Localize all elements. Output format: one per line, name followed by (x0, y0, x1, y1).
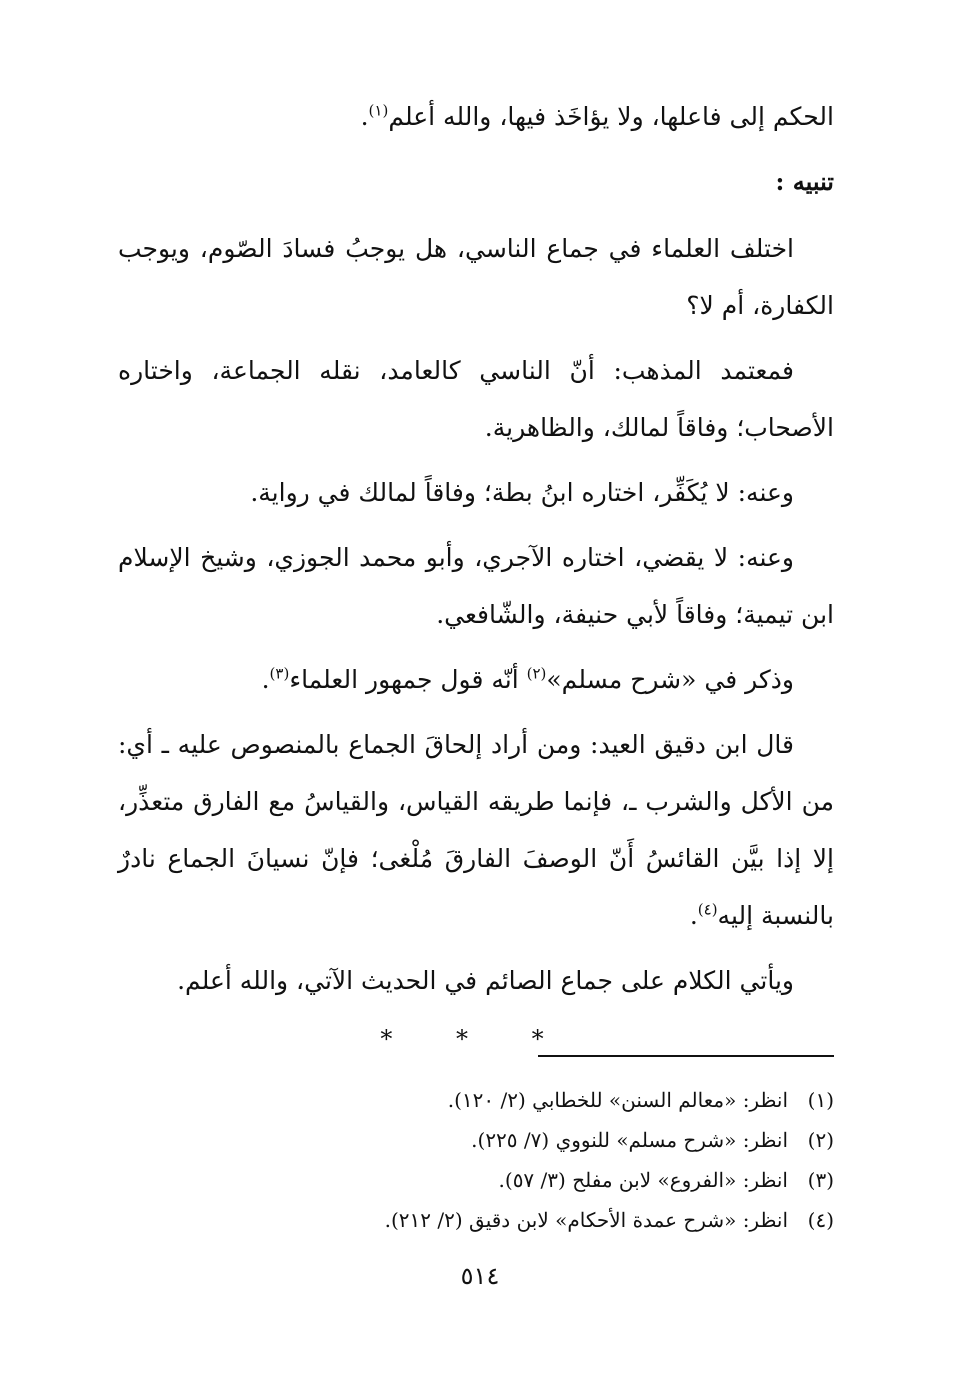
paragraph: فمعتمد المذهب: أنّ الناسي كالعامد، نقله الجماعة، واختاره الأصحاب؛ وفاقاً لمالك، والظاهرية. (118, 356, 834, 442)
footnote-item (118, 1200, 834, 1240)
footnote-item (118, 1080, 834, 1120)
paragraph: وعنه: لا يقضي، اختاره الآجري، وأبو محمد الجوزي، وشيخ الإسلام ابن تيمية؛ وفاقاً لأبي حنيفة، والشّافعي. (118, 543, 834, 629)
paragraph: اختلف العلماء في جماع الناسي، هل يوجبُ فسادَ الصّوم، ويوجب الكفارة، أم لا؟ (118, 234, 834, 320)
section-separator-stars: * * * (380, 1025, 572, 1053)
footnote-ref[interactable]: (١) (368, 101, 389, 120)
paragraph-continuation (118, 88, 834, 145)
footnote-item (118, 1160, 834, 1200)
page-number: ٥١٤ (460, 1262, 500, 1290)
footnote-ref[interactable]: (٤) (697, 900, 718, 919)
footnote-ref[interactable]: (٣) (269, 664, 290, 683)
paragraph-tail: . (261, 665, 270, 694)
paragraph: وعنه: لا يُكَفِّر، اختاره ابنُ بطة؛ وفاقاً لمالك في رواية. (250, 478, 794, 507)
paragraph-tail: . (360, 102, 369, 131)
footnote-text: انظر: «شرح مسلم» للنووي (٧/ ٢٢٥). (471, 1128, 788, 1152)
paragraph-with-footnotes (118, 651, 834, 708)
footnote-text: انظر: «الفروع» لابن مفلح (٣/ ٥٧). (498, 1168, 788, 1192)
paragraph-tail: . (689, 901, 698, 930)
paragraph-text: الحكم إلى فاعلها، ولا يؤاخَذ فيها، والله أعلم (388, 102, 834, 131)
footnote-number: (٣) (807, 1168, 834, 1192)
section-heading: تنبيه : (775, 167, 834, 196)
footnote-text: انظر: «معالم السنن» للخطابي (٢/ ١٢٠). (447, 1088, 788, 1112)
footnote-item (118, 1120, 834, 1160)
paragraph-with-footnote (118, 716, 834, 944)
footnotes-section (118, 1080, 834, 1240)
footnote-separator-line (538, 1055, 834, 1057)
paragraph-text: أنّه قول جمهور العلماء (289, 665, 527, 694)
footnote-number: (١) (807, 1088, 834, 1112)
paragraph-text: قال ابن دقيق العيد: ومن أراد إلحاقَ الجماع بالمنصوص عليه ـ أي: من الأكل والشرب ـ، فإنما طريقه القياس، والقياسُ مع الفارق متعذِّر، إلا إذا بيَّن القائسُ أَنّ الوصفَ الفارقَ مُلْغى؛ فإنّ نسيانَ الجماع نادرٌ بالنسبة إليه (118, 730, 834, 930)
footnote-text: انظر: «شرح عمدة الأحكام» لابن دقيق (٢/ ٢١٢). (384, 1208, 788, 1232)
paragraph-text: وذكر في «شرح مسلم» (546, 665, 794, 694)
paragraph: ويأتي الكلام على جماع الصائم في الحديث الآتي، والله أعلم. (177, 966, 794, 995)
footnote-number: (٢) (807, 1128, 834, 1152)
footnote-number: (٤) (807, 1208, 834, 1232)
footnote-ref[interactable]: (٢) (526, 664, 547, 683)
